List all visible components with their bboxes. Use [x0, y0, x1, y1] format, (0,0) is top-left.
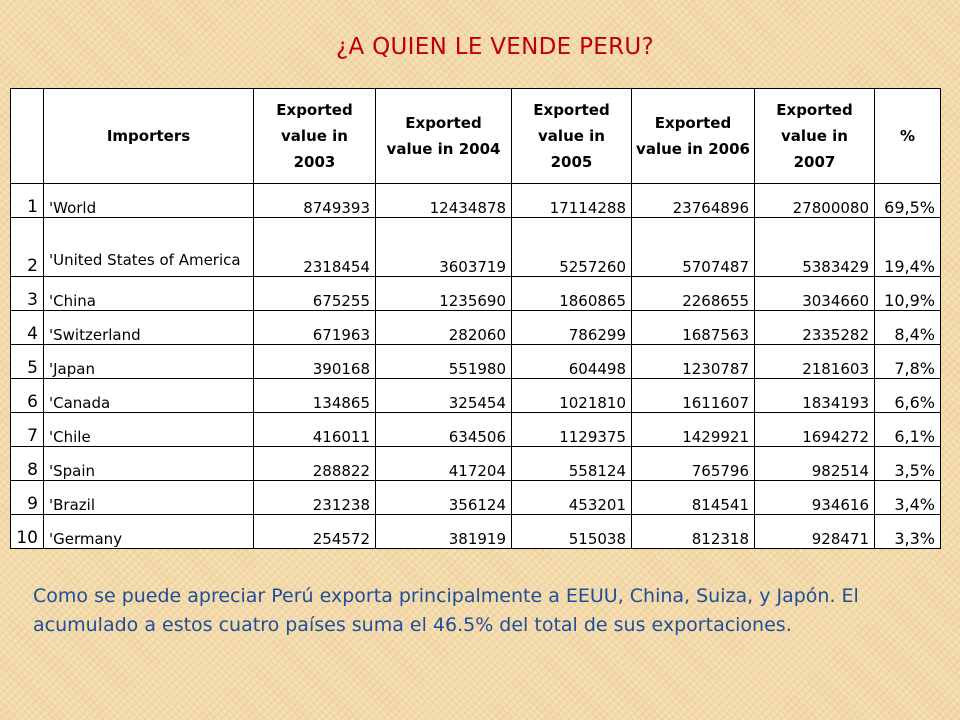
table-row: [11, 311, 941, 345]
value-2007: 928471: [755, 515, 875, 549]
value-2006: 765796: [632, 447, 755, 481]
share-percent: 69,5%: [875, 184, 941, 218]
table-row: [11, 184, 941, 218]
value-2005: 604498: [512, 345, 632, 379]
row-index: 7: [11, 413, 44, 447]
share-percent: 10,9%: [875, 277, 941, 311]
share-percent: 3,5%: [875, 447, 941, 481]
value-2003: 416011: [254, 413, 376, 447]
value-2004: 1235690: [376, 277, 512, 311]
importer-name: 'World: [44, 184, 254, 218]
value-2005: 558124: [512, 447, 632, 481]
row-index: 5: [11, 345, 44, 379]
table-row: [11, 277, 941, 311]
value-2003: 675255: [254, 277, 376, 311]
value-2006: 5707487: [632, 218, 755, 277]
table-row: [11, 218, 941, 277]
importer-name: 'Switzerland: [44, 311, 254, 345]
header-importers: Importers: [44, 89, 254, 184]
value-2007: 982514: [755, 447, 875, 481]
value-2004: 551980: [376, 345, 512, 379]
slide-title: ¿A QUIEN LE VENDE PERU?: [335, 34, 655, 60]
table-row: [11, 379, 941, 413]
share-percent: 3,4%: [875, 481, 941, 515]
header-2003: Exported value in 2003: [254, 89, 376, 184]
value-2006: 1687563: [632, 311, 755, 345]
value-2005: 515038: [512, 515, 632, 549]
summary-note: Como se puede apreciar Perú exporta principalmente a EEUU, China, Suiza, y Japón. El acumulado a estos cuatro países suma el 46.5% del total de sus exportaciones.: [33, 585, 859, 636]
value-2005: 786299: [512, 311, 632, 345]
importer-name: 'Japan: [44, 345, 254, 379]
row-index: 2: [11, 218, 44, 277]
header-percent: %: [875, 89, 941, 184]
row-index: 4: [11, 311, 44, 345]
exports-table: [10, 88, 941, 549]
value-2005: 1021810: [512, 379, 632, 413]
value-2004: 356124: [376, 481, 512, 515]
row-index: 9: [11, 481, 44, 515]
importer-name: 'United States of America: [44, 218, 254, 277]
row-index: 8: [11, 447, 44, 481]
value-2007: 27800080: [755, 184, 875, 218]
value-2006: 1230787: [632, 345, 755, 379]
importer-name: 'Chile: [44, 413, 254, 447]
value-2005: 1129375: [512, 413, 632, 447]
value-2006: 812318: [632, 515, 755, 549]
header-2005: Exported value in 2005: [512, 89, 632, 184]
header-2006: Exported value in 2006: [632, 89, 755, 184]
value-2006: 814541: [632, 481, 755, 515]
importer-name: 'China: [44, 277, 254, 311]
value-2007: 2335282: [755, 311, 875, 345]
value-2004: 3603719: [376, 218, 512, 277]
row-index: 10: [11, 515, 44, 549]
header-2007: Exported value in 2007: [755, 89, 875, 184]
importer-name: 'Brazil: [44, 481, 254, 515]
value-2005: 453201: [512, 481, 632, 515]
value-2004: 12434878: [376, 184, 512, 218]
value-2005: 5257260: [512, 218, 632, 277]
value-2007: 3034660: [755, 277, 875, 311]
table-row: [11, 481, 941, 515]
table-row: [11, 515, 941, 549]
value-2003: 231238: [254, 481, 376, 515]
row-index: 1: [11, 184, 44, 218]
value-2007: 1834193: [755, 379, 875, 413]
share-percent: 8,4%: [875, 311, 941, 345]
value-2004: 381919: [376, 515, 512, 549]
value-2003: 254572: [254, 515, 376, 549]
value-2007: 5383429: [755, 218, 875, 277]
share-percent: 7,8%: [875, 345, 941, 379]
header-index: [11, 89, 44, 184]
header-2004: Exported value in 2004: [376, 89, 512, 184]
importer-name: 'Germany: [44, 515, 254, 549]
table-header-row: [11, 89, 941, 184]
value-2005: 1860865: [512, 277, 632, 311]
value-2007: 1694272: [755, 413, 875, 447]
value-2003: 390168: [254, 345, 376, 379]
share-percent: 3,3%: [875, 515, 941, 549]
table-row: [11, 345, 941, 379]
value-2003: 134865: [254, 379, 376, 413]
value-2004: 282060: [376, 311, 512, 345]
value-2003: 8749393: [254, 184, 376, 218]
table-row: [11, 447, 941, 481]
value-2007: 2181603: [755, 345, 875, 379]
share-percent: 19,4%: [875, 218, 941, 277]
share-percent: 6,6%: [875, 379, 941, 413]
value-2006: 1429921: [632, 413, 755, 447]
value-2006: 1611607: [632, 379, 755, 413]
value-2003: 288822: [254, 447, 376, 481]
value-2005: 17114288: [512, 184, 632, 218]
table-row: [11, 413, 941, 447]
value-2003: 2318454: [254, 218, 376, 277]
value-2004: 634506: [376, 413, 512, 447]
share-percent: 6,1%: [875, 413, 941, 447]
value-2006: 23764896: [632, 184, 755, 218]
value-2003: 671963: [254, 311, 376, 345]
value-2004: 417204: [376, 447, 512, 481]
row-index: 3: [11, 277, 44, 311]
value-2006: 2268655: [632, 277, 755, 311]
importer-name: 'Spain: [44, 447, 254, 481]
value-2007: 934616: [755, 481, 875, 515]
importer-name: 'Canada: [44, 379, 254, 413]
value-2004: 325454: [376, 379, 512, 413]
row-index: 6: [11, 379, 44, 413]
